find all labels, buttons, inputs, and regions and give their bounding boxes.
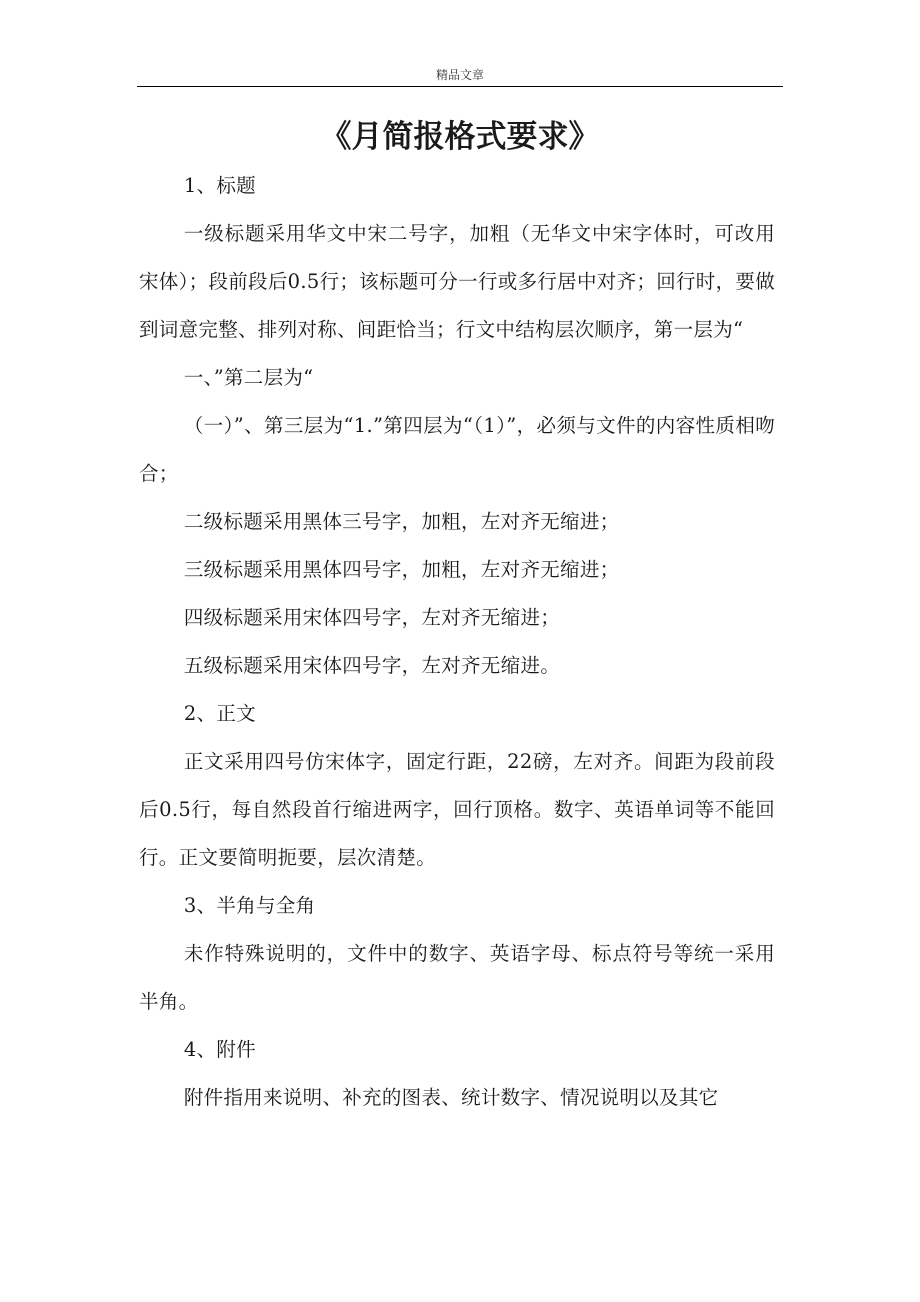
paragraph: （一）”、第三层为“1.”第四层为“（1）”，必须与文件的内容性质相吻合；	[139, 414, 775, 485]
paragraph: 三级标题采用黑体四号字，加粗，左对齐无缩进；	[183, 558, 620, 581]
document-title: 《月简报格式要求》	[320, 119, 600, 155]
section-heading-attachment: 4、附件	[183, 1038, 256, 1061]
header-rule	[137, 86, 783, 87]
paragraph: 四级标题采用宋体四号字，左对齐无缩进；	[183, 606, 561, 629]
paragraph: 未作特殊说明的，文件中的数字、英语字母、标点符号等统一采用半角。	[139, 942, 775, 1013]
paragraph: 五级标题采用宋体四号字，左对齐无缩进。	[183, 654, 561, 677]
paragraph: 一级标题采用华文中宋二号字，加粗（无华文中宋字体时，可改用宋体）；段前段后0.5行；该标题可分一行或多行居中对齐；回行时，要做到词意完整、排列对称、间距恰当；行文中结构层次顺序，第一层为“	[139, 222, 775, 341]
section-heading-body: 2、正文	[183, 702, 256, 725]
paragraph: 二级标题采用黑体三号字，加粗，左对齐无缩进；	[183, 510, 620, 533]
paragraph: 正文采用四号仿宋体字，固定行距，22磅，左对齐。间距为段前段后0.5行，每自然段首行缩进两字，回行顶格。数字、英语单词等不能回行。正文要简明扼要，层次清楚。	[139, 750, 775, 869]
section-heading-width: 3、半角与全角	[183, 894, 316, 917]
document-body	[139, 162, 775, 1122]
section-heading-title: 1、标题	[183, 174, 256, 197]
paragraph: 一、”第二层为“	[183, 366, 314, 389]
paragraph: 附件指用来说明、补充的图表、统计数字、情况说明以及其它	[183, 1086, 719, 1109]
page-header: 精品文章	[435, 68, 484, 82]
